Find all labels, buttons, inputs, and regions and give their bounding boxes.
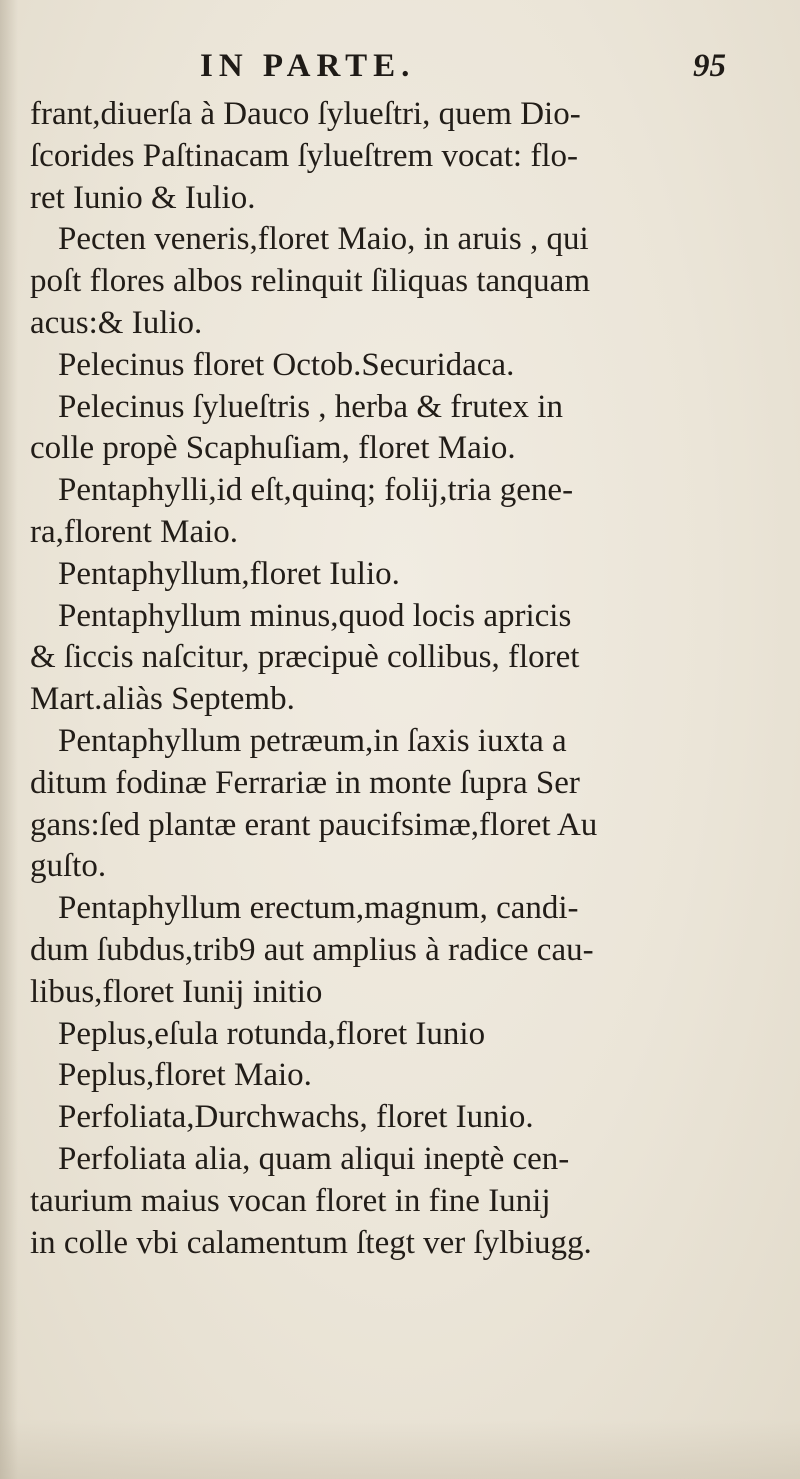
body-text bbox=[30, 94, 780, 1264]
text-line: libus,floret Iunij initio bbox=[30, 973, 323, 1010]
entry-line: Pentaphylli,id eſt,quinq; folij,tria gene- bbox=[58, 472, 574, 509]
entry-line: Pentaphyllum petræum,in ſaxis iuxta a bbox=[58, 722, 567, 759]
entry-line: Pentaphyllum minus,quod locis apricis bbox=[58, 597, 572, 634]
entry-line: Perfoliata,Durchwachs, floret Iunio. bbox=[58, 1099, 534, 1136]
text-line: taurium maius vocan floret in fine Iunij bbox=[30, 1182, 551, 1219]
text-line: guſto. bbox=[30, 848, 107, 885]
text-line: Mart.aliàs Septemb. bbox=[30, 681, 295, 718]
text-line: ditum fodinæ Ferrariæ in monte ſupra Ser bbox=[30, 764, 580, 801]
text-line: & ſiccis naſcitur, præcipuè collibus, floret bbox=[30, 639, 580, 676]
entry-line: Pentaphyllum erectum,magnum, candi- bbox=[58, 890, 579, 927]
text-line: colle propè Scaphuſiam, floret Maio. bbox=[30, 430, 516, 467]
entry-line: Perfoliata alia, quam aliqui ineptè cen- bbox=[58, 1140, 570, 1177]
text-line: frant,diuerſa à Dauco ſylueſtri, quem Dio- bbox=[30, 96, 581, 132]
text-line: acus:& Iulio. bbox=[30, 304, 203, 341]
text-line: dum ſubdus,trib9 aut amplius à radice cau- bbox=[30, 931, 594, 968]
entry-line: Pelecinus floret Octob.Securidaca. bbox=[58, 346, 515, 383]
page-bottom-shading bbox=[0, 1419, 800, 1479]
text-line: ret Iunio & Iulio. bbox=[30, 179, 256, 216]
entry-line: Peplus,floret Maio. bbox=[58, 1057, 312, 1094]
entry-line: Pecten veneris,floret Maio, in aruis , qui bbox=[58, 221, 589, 258]
text-line: poſt flores albos relinquit ſiliquas tanquam bbox=[30, 263, 590, 300]
running-head bbox=[0, 48, 800, 88]
running-head-title: IN PARTE. bbox=[200, 48, 416, 84]
entry-line: Pelecinus ſylueſtris , herba & frutex in bbox=[58, 388, 563, 425]
text-line: gans:ſed plantæ erant paucifsimæ,floret Au bbox=[30, 806, 598, 843]
text-line: in colle vbi calamentum ſtegt ver ſylbiugg. bbox=[30, 1224, 592, 1261]
text-line: ra,florent Maio. bbox=[30, 513, 239, 550]
entry-line: Pentaphyllum,floret Iulio. bbox=[58, 555, 400, 592]
page-gutter-shadow bbox=[0, 0, 18, 1479]
page-number: 95 bbox=[693, 48, 726, 84]
entry-line: Peplus,eſula rotunda,floret Iunio bbox=[58, 1015, 486, 1052]
text-line: ſcorides Paſtinacam ſylueſtrem vocat: flo- bbox=[30, 137, 578, 174]
